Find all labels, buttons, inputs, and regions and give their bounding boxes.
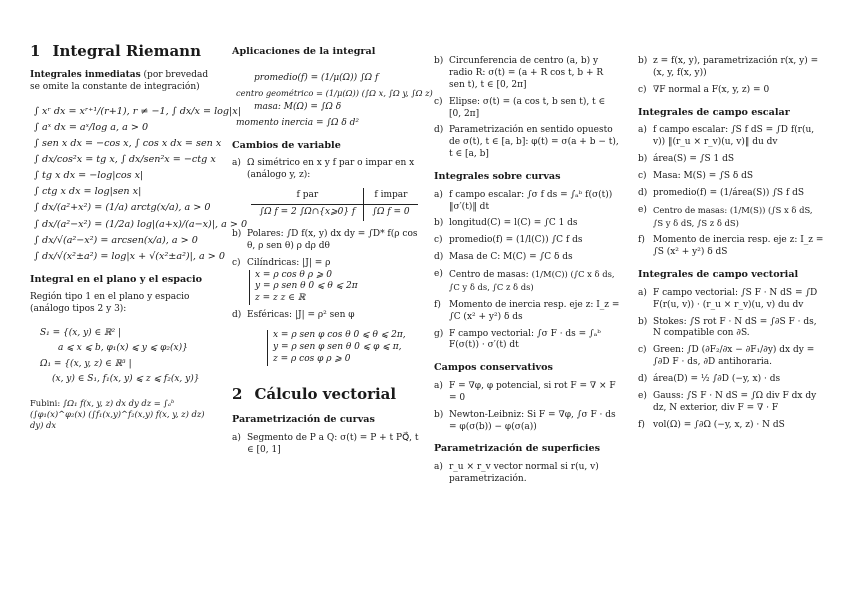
region-o1-a: Ω₁ = {(x, y, z) ∈ ℝ³ |: [40, 358, 132, 369]
formula-sin-cos: ∫ sen x dx = −cos x, ∫ cos x dx = sen x: [34, 137, 222, 149]
cons-item-a: a) F = ∇φ, φ potencial, si rot F = ∇ × F = 0: [434, 380, 616, 403]
formula-power: ∫ xʳ dx = xʳ⁺¹/(r+1), r ≠ −1, ∫ dx/x = log|x|: [34, 105, 241, 117]
column-3: [434, 42, 620, 491]
fubini-text: Fubini: ∫Ω₁ f(x, y, z) dx dy dz = ∫ₐᵇ (∫φ₁(x)^φ₂(x) (∫f₁(x,y)^f₂(x,y) f(x, y, z) dz) dy) dx: [30, 397, 205, 430]
curvas-item-d: d) Masa de C: M(C) = ∫C δ ds: [434, 252, 573, 263]
param-item-c: c) Elipse: σ(t) = (a cos t, b sen t), t ∈ [0, 2π]: [434, 96, 606, 119]
formula-promedio: promedio(f) = (1/μ(Ω)) ∫Ω f: [254, 72, 379, 83]
param-item-b: b) Circunferencia de centro (a, b) y radio R: σ(t) = (a + R cos t, b + R sen t), t ∈ [0, 2π]: [434, 56, 604, 90]
region-s1-a: S₁ = {(x, y) ∈ ℝ² |: [40, 328, 122, 339]
formula-arctg: ∫ dx/(a²+x²) = (1/a) arctg(x/a), a > 0: [34, 202, 211, 214]
conservativos-list: [434, 381, 620, 434]
curvas-item-f: f) Momento de inercia resp. eje z: I_z = ∫C (x² + y²) δ ds: [434, 299, 620, 322]
cell-par-expr: ∫Ω f = 2 ∫Ω∩{x⩾0} f: [251, 205, 363, 221]
escalar-item-e: e) Centro de masas: (1/M(S)) (∫S x δ dS, ∫S y δ dS, ∫S z δ dS): [638, 204, 813, 228]
formula-inercia: momento inercia = ∫Ω δ d²: [236, 117, 360, 128]
region-text: Región tipo 1 en el plano y espacio (análogo tipos 2 y 3):: [30, 292, 190, 315]
formula-centro-geometrico: centro geométrico = (1/μ(Ω)) (∫Ω x, ∫Ω y, ∫Ω z): [236, 88, 433, 99]
curvas-item-a: a) f campo escalar: ∫σ f ds = ∫ₐᵇ f(σ(t)) ‖σ′(t)‖ dt: [434, 189, 613, 212]
vect-item-e: e) Gauss: ∫S F · N dS = ∫Ω div F dx dy dz, N exterior, div F = ∇ · F: [638, 390, 817, 413]
heading-plano-espacio: Integral en el plano y el espacio: [30, 273, 203, 285]
escalar-item-a: a) f campo escalar: ∫S f dS = ∫D f(r(u, v)) ‖(r_u × r_v)(u, v)‖ du dv: [638, 125, 815, 148]
int-curvas-list: [434, 190, 620, 353]
cambios-item-a: a) Ω simétrico en x y f par o impar en x (análogo y, z): f par f impar ∫Ω f = 2 ∫Ω∩{x⩾0} f ∫Ω f = 0: [232, 158, 422, 221]
column-4: [638, 42, 824, 437]
curvas-item-g: g) F campo vectorial: ∫σ F · ds = ∫ₐᵇ F(σ(t)) · σ′(t) dt: [434, 328, 601, 351]
param-curvas-cont-list: [434, 56, 620, 161]
campo-vectorial-list: [638, 288, 824, 432]
param-sup-list: [434, 462, 620, 486]
heading-aplicaciones: Aplicaciones de la integral: [232, 46, 376, 57]
formula-arcsen: ∫ dx/√(a²−x²) = arcsen(x/a), a > 0: [34, 234, 198, 246]
param-curvas-list: [232, 433, 422, 457]
cambios-item-d: d) Esféricas: |J| = ρ² sen φ x = ρ sen φ cos θ 0 ⩽ θ ⩽ 2π, y = ρ sen φ sen θ 0 ⩽ φ ⩽ π, z = ρ cos φ ρ ⩾ 0: [232, 310, 406, 364]
header-f-impar: f impar: [364, 188, 418, 204]
vect-item-b: b) Stokes: ∫S rot F · N dS = ∫∂S F · ds, N compatible con ∂S.: [638, 316, 817, 339]
heading-param-superficies: Parametrización de superficies: [434, 443, 601, 455]
heading-param-curvas: Parametrización de curvas: [232, 414, 375, 426]
inmediatas-intro: Integrales inmediatas (por brevedad se omite la constante de integración): [30, 69, 209, 92]
vect-item-c: c) Green: ∫D (∂F₂/∂x − ∂F₁/∂y) dx dy = ∫∂D F · ds, ∂D antihoraria.: [638, 345, 815, 368]
param-item-a: a) Segmento de P a Q: σ(t) = P + t PQ⃗, t ∈ [0, 1]: [232, 433, 419, 455]
formula-masa: masa: M(Ω) = ∫Ω δ: [254, 102, 342, 113]
escalar-item-b: b) área(S) = ∫S 1 dS: [638, 154, 735, 165]
formula-log-sqrt: ∫ dx/√(x²±a²) = log|x + √(x²±a²)|, a > 0: [34, 250, 225, 262]
cell-impar-expr: ∫Ω f = 0: [372, 207, 410, 217]
esfericas-system: x = ρ sen φ cos θ 0 ⩽ θ ⩽ 2π, y = ρ sen φ sen θ 0 ⩽ φ ⩽ π, z = ρ cos φ ρ ⩾ 0: [267, 330, 406, 366]
column-2: [232, 42, 433, 462]
formula-sec-csc: ∫ dx/cos²x = tg x, ∫ dx/sen²x = −ctg x: [34, 154, 216, 166]
formula-tg: ∫ tg x dx = −log|cos x|: [34, 170, 144, 182]
curvas-item-b: b) longitud(C) = l(C) = ∫C 1 ds: [434, 218, 578, 229]
column-1: [30, 42, 248, 435]
vect-item-d: d) área(D) = ½ ∫∂D (−y, x) · ds: [638, 374, 781, 385]
cambios-list: [232, 158, 422, 365]
region-s1-b: a ⩽ x ⩽ b, φ₁(x) ⩽ y ⩽ φ₂(x)}: [58, 343, 188, 354]
heading-campo-vectorial: Integrales de campo vectorial: [638, 269, 799, 281]
vect-item-a: a) F campo vectorial: ∫S F · N dS = ∫D F(r(u, v)) · (r_u × r_v)(u, v) du dv: [638, 287, 818, 310]
section-2-heading: 2 Cálculo vectorial: [232, 384, 397, 403]
escalar-item-c: c) Masa: M(S) = ∫S δ dS: [638, 170, 754, 181]
escalar-item-f: f) Momento de inercia resp. eje z: I_z = ∫S (x² + y²) δ dS: [638, 235, 824, 258]
cons-item-b: b) Newton-Leibniz: Si F = ∇φ, ∫σ F · ds = φ(σ(b)) − φ(σ(a)): [434, 409, 616, 432]
formula-log-ratio: ∫ dx/(a²−x²) = (1/2a) log|(a+x)/(a−x)|, a > 0: [34, 218, 248, 230]
heading-int-curvas: Integrales sobre curvas: [434, 171, 561, 182]
section-1-heading: 1 Integral Riemann: [30, 42, 201, 60]
curvas-item-e: e) Centro de masas: (1/M(C)) (∫C x δ ds, ∫C y δ ds, ∫C z δ ds): [434, 269, 615, 292]
cambios-item-b: b) Polares: ∫D f(x, y) dx dy = ∫D* f(ρ cos θ, ρ sen θ) ρ dρ dθ: [232, 228, 418, 251]
sup-item-c: c) ∇F normal a F(x, y, z) = 0: [638, 84, 770, 95]
curvas-item-c: c) promedio(f) = (1/l(C)) ∫C f ds: [434, 235, 583, 246]
cilindricas-system: x = ρ cos θ ρ ⩾ 0 y = ρ sen θ 0 ⩽ θ ⩽ 2π z = z z ∈ ℝ: [249, 270, 358, 306]
sup-item-b: b) z = f(x, y), parametrización r(x, y) = (x, y, f(x, y)): [638, 56, 819, 78]
heading-campo-escalar: Integrales de campo escalar: [638, 106, 790, 118]
heading-cambios: Cambios de variable: [232, 139, 341, 151]
par-impar-table: [251, 188, 417, 221]
formula-exp: ∫ aˣ dx = aˣ/log a, a > 0: [34, 121, 149, 133]
region-o1-b: (x, y) ∈ S₁, f₁(x, y) ⩽ z ⩽ f₂(x, y)}: [52, 374, 200, 385]
heading-conservativos: Campos conservativos: [434, 362, 553, 374]
sup-item-a: a) r_u × r_v vector normal si r(u, v) parametrización.: [434, 462, 599, 484]
param-item-d: d) Parametrización en sentido opuesto de σ(t), t ∈ [a, b]: φ(t) = σ(a + b − t), t ∈ [a, b]: [434, 125, 619, 160]
formula-ctg: ∫ ctg x dx = log|sen x|: [34, 186, 142, 198]
header-f-par: f par: [251, 188, 363, 204]
escalar-item-d: d) promedio(f) = (1/área(S)) ∫S f dS: [638, 187, 805, 198]
campo-escalar-list: [638, 125, 824, 259]
cambios-item-c: c) Cilíndricas: |J| = ρ x = ρ cos θ ρ ⩾ 0 y = ρ sen θ 0 ⩽ θ ⩽ 2π z = z z ∈ ℝ: [232, 257, 358, 304]
param-sup-cont-list: [638, 56, 824, 97]
vect-item-f: f) vol(Ω) = ∫∂Ω (−y, x, z) · N dS: [638, 419, 785, 430]
